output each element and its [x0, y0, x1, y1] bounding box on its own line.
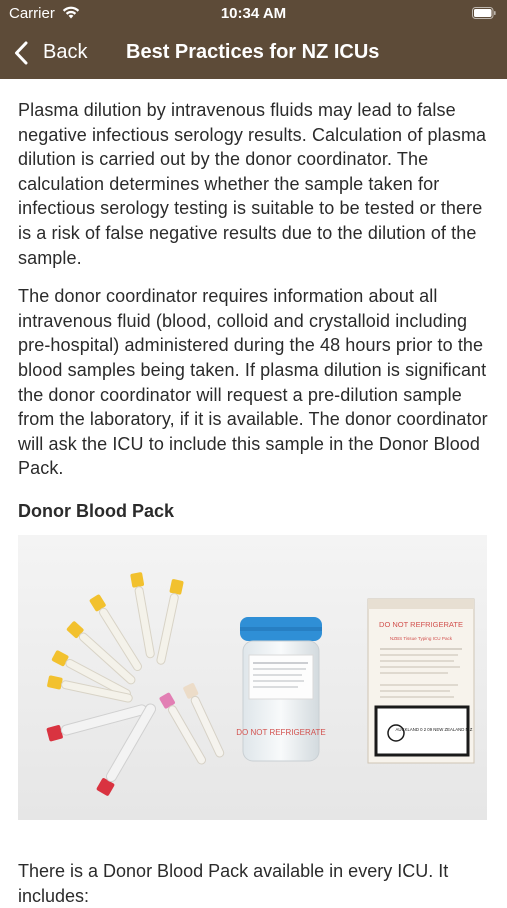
article-content	[18, 98, 490, 820]
tissue-typing-box	[368, 599, 474, 763]
status-bar	[0, 0, 507, 27]
box-footer: AUCKLAND 0 2 09 NEW ZEALAND N Z	[395, 726, 473, 732]
navigation-bar	[0, 27, 507, 79]
specimen-container	[236, 617, 326, 761]
battery-icon	[472, 7, 496, 19]
carrier-label: Carrier	[9, 5, 55, 22]
box-label: DO NOT REFRIGERATE	[379, 619, 463, 629]
back-label: Back	[43, 41, 88, 63]
box-title: NZBS Tissue Typing ICU Pack	[389, 635, 453, 641]
paragraph-donor-coordinator: The donor coordinator requires information about all intravenous fluid (blood, colloid and crystalloid including pre-hospital) administered during the 48 hours prior to the blood samples being taken. If plasma dilution is significant the donor coordinator will request a pre-dilution sample from the laboratory, if it is available. The donor coordinator will ask the ICU to include this sample in the Donor Blood Pack.	[18, 286, 488, 479]
container-label: DO NOT REFRIGERATE	[236, 727, 326, 737]
donor-blood-pack-image	[18, 535, 487, 820]
paragraph-plasma-dilution: Plasma dilution by intravenous fluids may lead to false negative infectious serology results. Calculation of plasma dilution is carried out by the donor coordinator. The calculation determines whether the sample taken for infectious serology testing is suitable to be tested or there is a risk of false negative results due to the dilution of the sample.	[18, 100, 487, 268]
paragraph-blood-pack-includes: There is a Donor Blood Pack available in every ICU. It includes:	[18, 861, 449, 906]
page-title: Best Practices for NZ ICUs	[126, 41, 380, 63]
section-heading: Donor Blood Pack	[18, 500, 175, 521]
chevron-left-icon	[14, 41, 28, 65]
clock: 10:34 AM	[220, 5, 287, 22]
donor-blood-pack-illustration	[18, 535, 487, 820]
